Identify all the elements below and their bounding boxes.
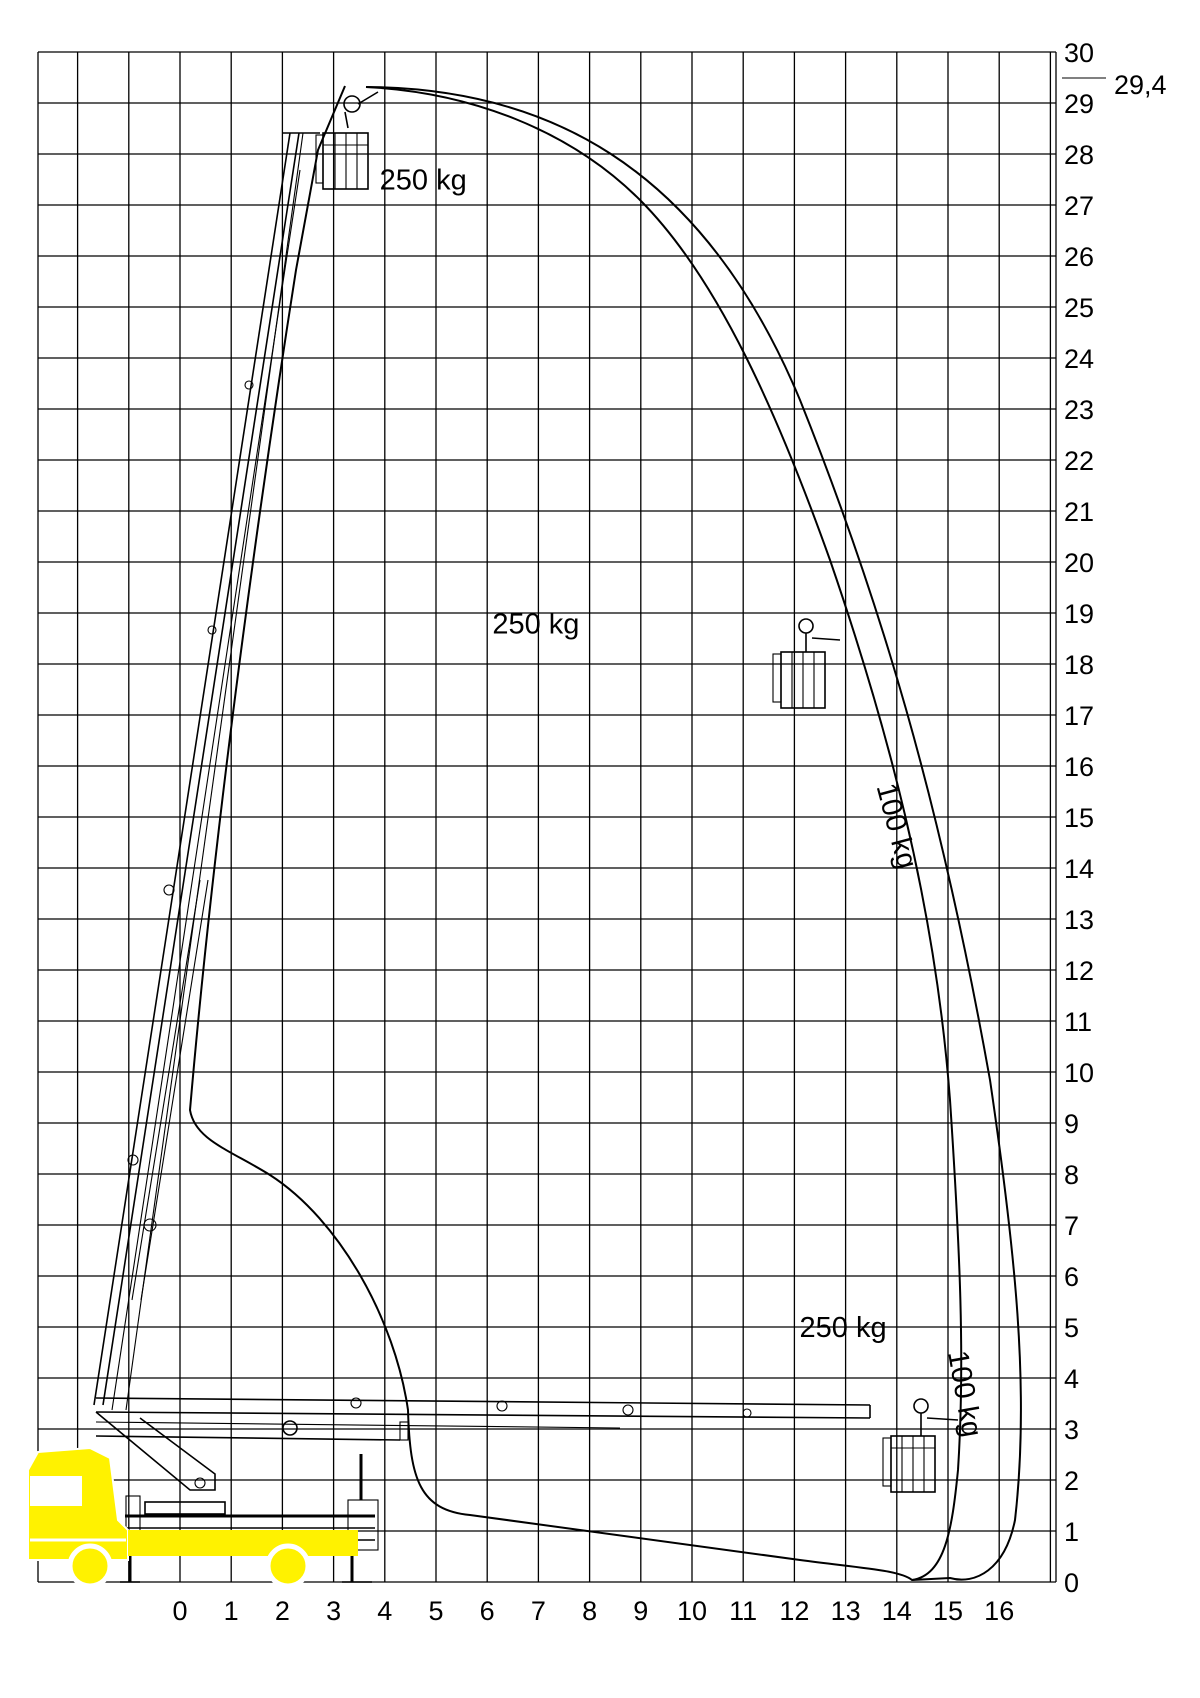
x-tick-label: 12: [779, 1596, 810, 1626]
x-tick-label: 15: [932, 1596, 964, 1626]
x-tick-label: 9: [633, 1596, 649, 1626]
y-tick-label: 2: [1064, 1466, 1080, 1496]
y-tick-label: 18: [1064, 650, 1095, 680]
x-tick-label: 2: [274, 1596, 290, 1626]
x-tick-label: 5: [428, 1596, 444, 1626]
y-tick-label: 12: [1064, 956, 1095, 986]
x-tick-label: 7: [530, 1596, 546, 1626]
x-tick-label: 16: [984, 1596, 1015, 1626]
x-axis-ticks: [172, 1596, 1014, 1626]
y-tick-label: 28: [1064, 140, 1095, 170]
y-tick-label: 9: [1064, 1109, 1080, 1139]
x-tick-label: 3: [326, 1596, 342, 1626]
load-label: 250 kg: [799, 1312, 887, 1345]
y-tick-label: 13: [1064, 905, 1095, 935]
y-tick-label: 0: [1064, 1568, 1080, 1598]
load-label: 100 kg: [869, 779, 924, 873]
y-tick-label: 10: [1064, 1058, 1095, 1088]
load-label: 100 kg: [941, 1348, 988, 1440]
x-tick-label: 11: [729, 1596, 758, 1626]
y-tick-label: 8: [1064, 1160, 1080, 1190]
bottom-basket: [883, 1399, 958, 1492]
y-tick-label: 29: [1064, 89, 1095, 119]
y-tick-label: 11: [1064, 1007, 1093, 1037]
y-tick-label: 26: [1064, 242, 1095, 272]
x-tick-label: 4: [377, 1596, 393, 1626]
y-tick-label: 7: [1064, 1211, 1080, 1241]
y-tick-label: 14: [1064, 854, 1095, 884]
y-tick-label: 30: [1064, 38, 1095, 68]
y-tick-label: 5: [1064, 1313, 1080, 1343]
top-basket: [316, 92, 378, 189]
y-tick-label: 15: [1064, 803, 1095, 833]
vertical-boom: [94, 133, 320, 1410]
y-tick-label: 16: [1064, 752, 1095, 782]
x-tick-label: 13: [830, 1596, 861, 1626]
y-tick-label: 20: [1064, 548, 1095, 578]
x-tick-label: 8: [582, 1596, 598, 1626]
y-tick-label: 23: [1064, 395, 1095, 425]
y-tick-label: 1: [1064, 1517, 1080, 1547]
y-tick-label: 25: [1064, 293, 1095, 323]
y-tick-label: 21: [1064, 497, 1095, 527]
x-tick-label: 10: [676, 1596, 708, 1626]
load-label: 250 kg: [492, 608, 580, 641]
y-tick-label: 24: [1064, 344, 1095, 374]
x-tick-label: 1: [223, 1596, 239, 1626]
x-tick-label: 14: [881, 1596, 912, 1626]
horizontal-boom: [96, 1398, 870, 1440]
load-label: 250 kg: [379, 164, 467, 197]
outer-envelope-100kg: [366, 87, 1021, 1580]
y-tick-label: 22: [1064, 446, 1095, 476]
y-tick-label: 27: [1064, 191, 1095, 221]
x-tick-label: 0: [172, 1596, 188, 1626]
x-tick-label: 6: [479, 1596, 495, 1626]
y-tick-label: 3: [1064, 1415, 1080, 1445]
y-axis-ticks: [1064, 38, 1094, 1598]
y-tick-label: 19: [1064, 599, 1095, 629]
y-tick-label: 17: [1064, 701, 1095, 731]
max-height-label: 29,4: [1114, 70, 1167, 100]
y-tick-label: 4: [1064, 1364, 1080, 1394]
y-tick-label: 6: [1064, 1262, 1080, 1292]
